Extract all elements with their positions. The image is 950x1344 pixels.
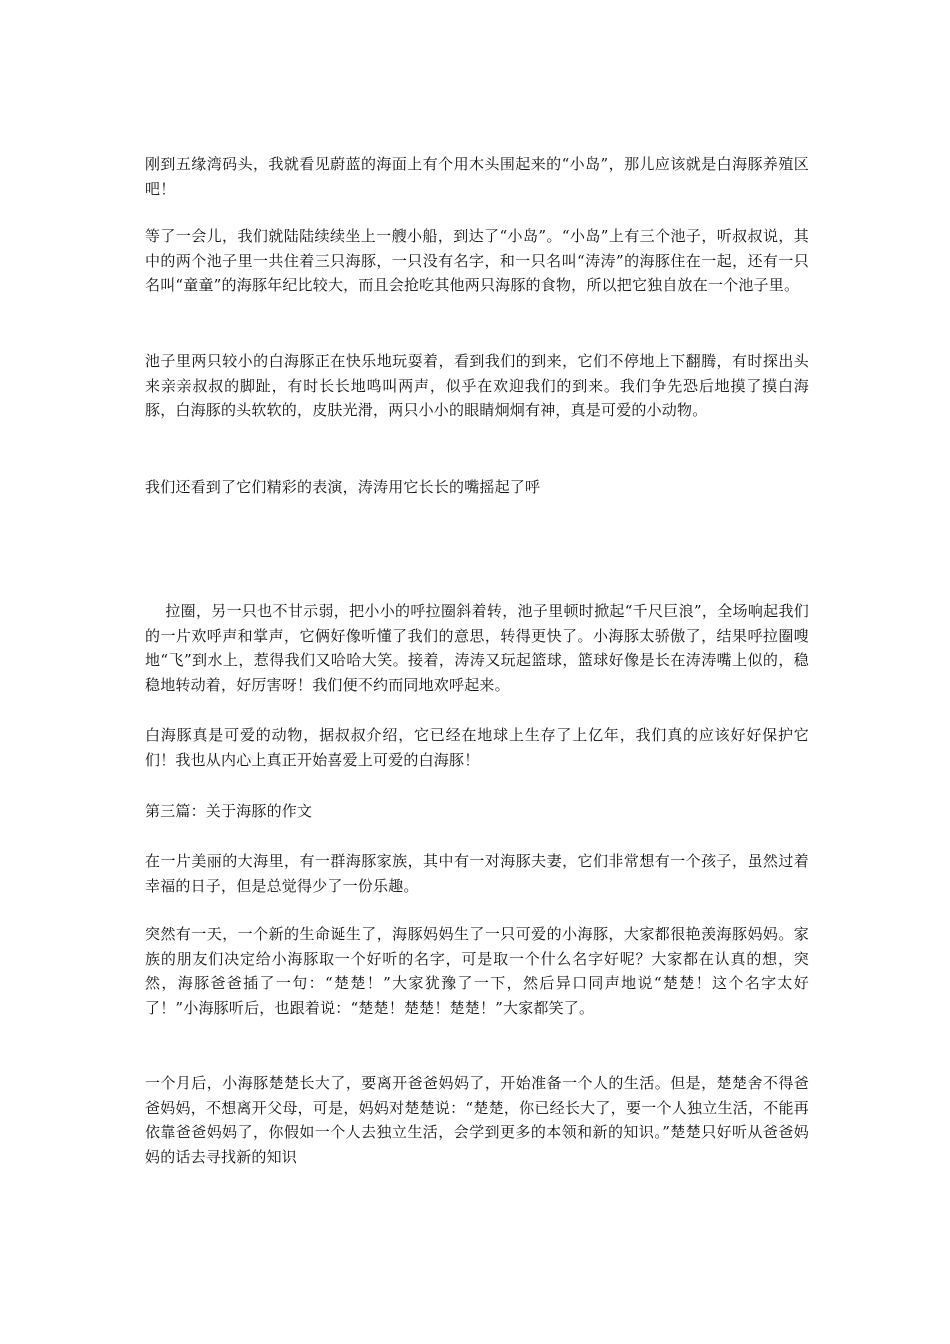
- paragraph-performance-start: 我们还看到了它们精彩的表演，涛涛用它长长的嘴摇起了呼: [145, 478, 541, 496]
- paragraph-dolphin-family: 在一片美丽的大海里，有一群海豚家族，其中有一对海豚夫妻，它们非常想有一个孩子，虽然过着幸福的日子，但是总觉得少了一份乐趣。: [145, 852, 809, 895]
- paragraph-protect-dolphins: 白海豚真是可爱的动物，据叔叔介绍，它已经在地球上生存了上亿年，我们真的应该好好保护它们！我也从内心上真正开始喜爱上可爱的白海豚！: [145, 726, 809, 769]
- section-heading: 第三篇：关于海豚的作文: [145, 802, 313, 820]
- paragraph-leaving-home: 一个月后，小海豚楚楚长大了，要离开爸爸妈妈了，开始准备一个人的生活。但是，楚楚舍不得爸爸妈妈，不想离开父母，可是，妈妈对楚楚说：“楚楚，你已经长大了，要一个人独立生活，不能再依靠爸爸妈妈了，你假如一个人去独立生活，会学到更多的本领和新的知识。”楚楚只好听从爸爸妈妈的话去寻找新的知识: [145, 1074, 809, 1166]
- paragraph-naming-chuchu: 突然有一天，一个新的生命诞生了，海豚妈妈生了一只可爱的小海豚，大家都很艳羡海豚妈妈。家族的朋友们决定给小海豚取一个好听的名字，可是取一个什么名字好呢？大家都在认真的想，突然，海豚爸爸插了一句：“楚楚！”大家犹豫了一下，然后异口同声地说“楚楚！这个名字太好了！”小海豚听后，也跟着说：“楚楚！楚楚！楚楚！”大家都笑了。: [145, 925, 809, 1017]
- paragraph-performance-continued: 拉圈，另一只也不甘示弱，把小小的呼拉圈斜着转，池子里顿时掀起“千尺巨浪”，全场响起我们的一片欢呼声和掌声，它俩好像听懂了我们的意思，转得更快了。小海豚太骄傲了，结果呼拉圈嗖地“飞”到水上，惹得我们又哈哈大笑。接着，涛涛又玩起篮球，篮球好像是长在涛涛嘴上似的，稳稳地转动着，好厉害呀！我们便不约而同地欢呼起来。: [145, 602, 809, 694]
- paragraph-island-pools: 等了一会儿，我们就陆陆续续坐上一艘小船，到达了“小岛”。“小岛”上有三个池子，听叔叔说，其中的两个池子里一共住着三只海豚，一只没有名字，和一只名叫“涛涛”的海豚住在一起，还有一只名叫“童童”的海豚年纪比较大，而且会抢吃其他两只海豚的食物，所以把它独自放在一个池子里。: [145, 227, 809, 294]
- paragraph-arrival: 刚到五缘湾码头，我就看见蔚蓝的海面上有个用木头围起来的“小岛”，那儿应该就是白海豚养殖区吧！: [145, 155, 809, 198]
- paragraph-dolphins-playing: 池子里两只较小的白海豚正在快乐地玩耍着，看到我们的到来，它们不停地上下翻腾，有时探出头来亲亲叔叔的脚趾，有时长长地鸣叫两声，似乎在欢迎我们的到来。我们争先恐后地摸了摸白海豚，白海豚的头软软的，皮肤光滑，两只小小的眼睛炯炯有神，真是可爱的小动物。: [145, 352, 809, 419]
